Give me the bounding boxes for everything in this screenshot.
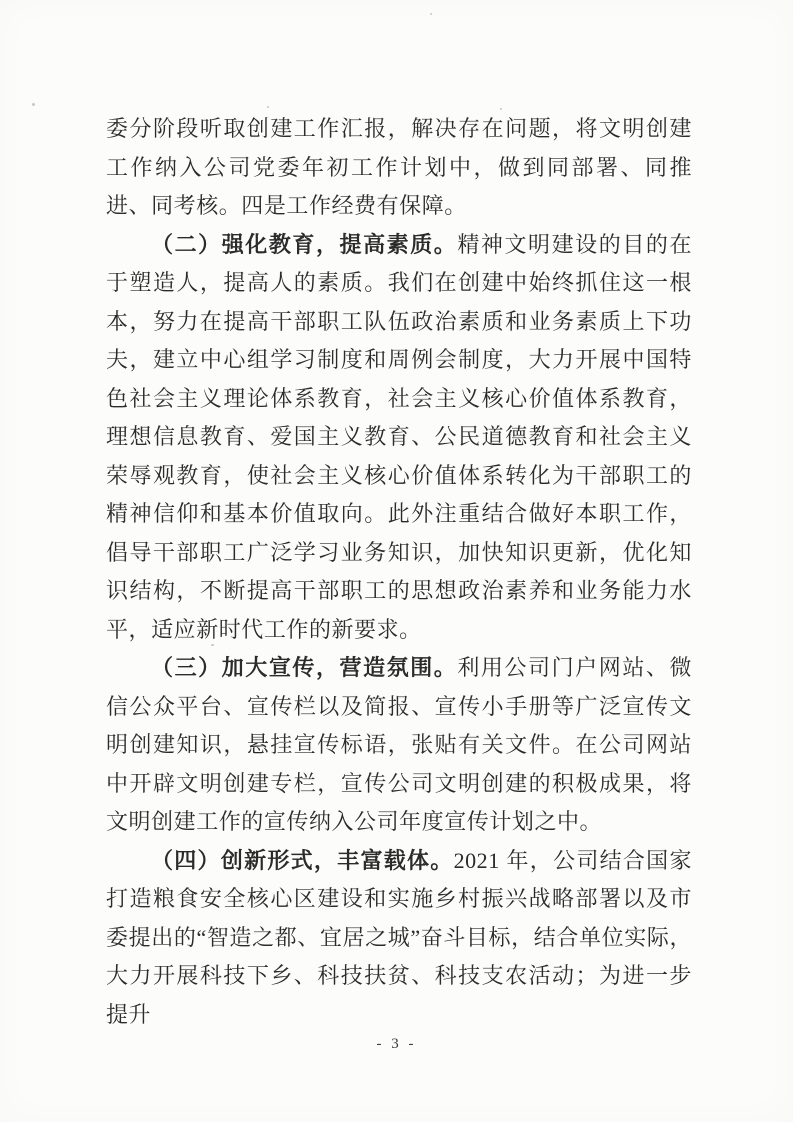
section-heading: （四）创新形式，丰富载体。 xyxy=(151,847,454,873)
text-block xyxy=(106,110,692,1034)
paragraph-section-4 xyxy=(106,842,692,1035)
section-heading: （二）强化教育，提高素质。 xyxy=(151,231,458,257)
scan-speck xyxy=(267,106,269,108)
page-number: - 3 - xyxy=(376,1036,417,1052)
scan-speck xyxy=(430,13,432,15)
paragraph-section-3 xyxy=(106,649,692,842)
paragraph-continuation xyxy=(106,110,692,226)
paragraph-section-2 xyxy=(106,226,692,650)
paragraph-body: 2021 年，公司结合国家打造粮食安全核心区建设和实施乡村振兴战略部署以及市委提出的“智造之都、宜居之城”奋斗目标，结合单位实际，大力开展科技下乡、科技扶贫、科技支农活动；为进一步提升 xyxy=(106,847,692,1027)
paragraph-body: 精神文明建设的目的在于塑造人，提高人的素质。我们在创建中始终抓住这一根本，努力在提高干部职工队伍政治素质和业务素质上下功夫，建立中心组学习制度和周例会制度，大力开展中国特色社会主义理论体系教育，社会主义核心价值体系教育，理想信息教育、爱国主义教育、公民道德教育和社会主义荣辱观教育，使社会主义核心价值体系转化为干部职工的精神信仰和基本价值取向。此外注重结合做好本职工作，倡导干部职工广泛学习业务知识，加快知识更新，优化知识结构，不断提高干部职工的思想政治素养和业务能力水平，适应新时代工作的新要求。 xyxy=(106,231,692,642)
paragraph-body: 委分阶段听取创建工作汇报，解决存在问题，将文明创建工作纳入公司党委年初工作计划中，做到同部署、同推进、同考核。四是工作经费有保障。 xyxy=(106,116,692,218)
paragraph-body: 利用公司门户网站、微信公众平台、宣传栏以及简报、宣传小手册等广泛宣传文明创建知识，悬挂宣传标语，张贴有关文件。在公司网站中开辟文明创建专栏，宣传公司文明创建的积极成果，将文明创建工作的宣传纳入公司年度宣传计划之中。 xyxy=(106,655,692,834)
section-heading: （三）加大宣传，营造氛围。 xyxy=(151,655,458,680)
scan-speck xyxy=(32,103,35,106)
